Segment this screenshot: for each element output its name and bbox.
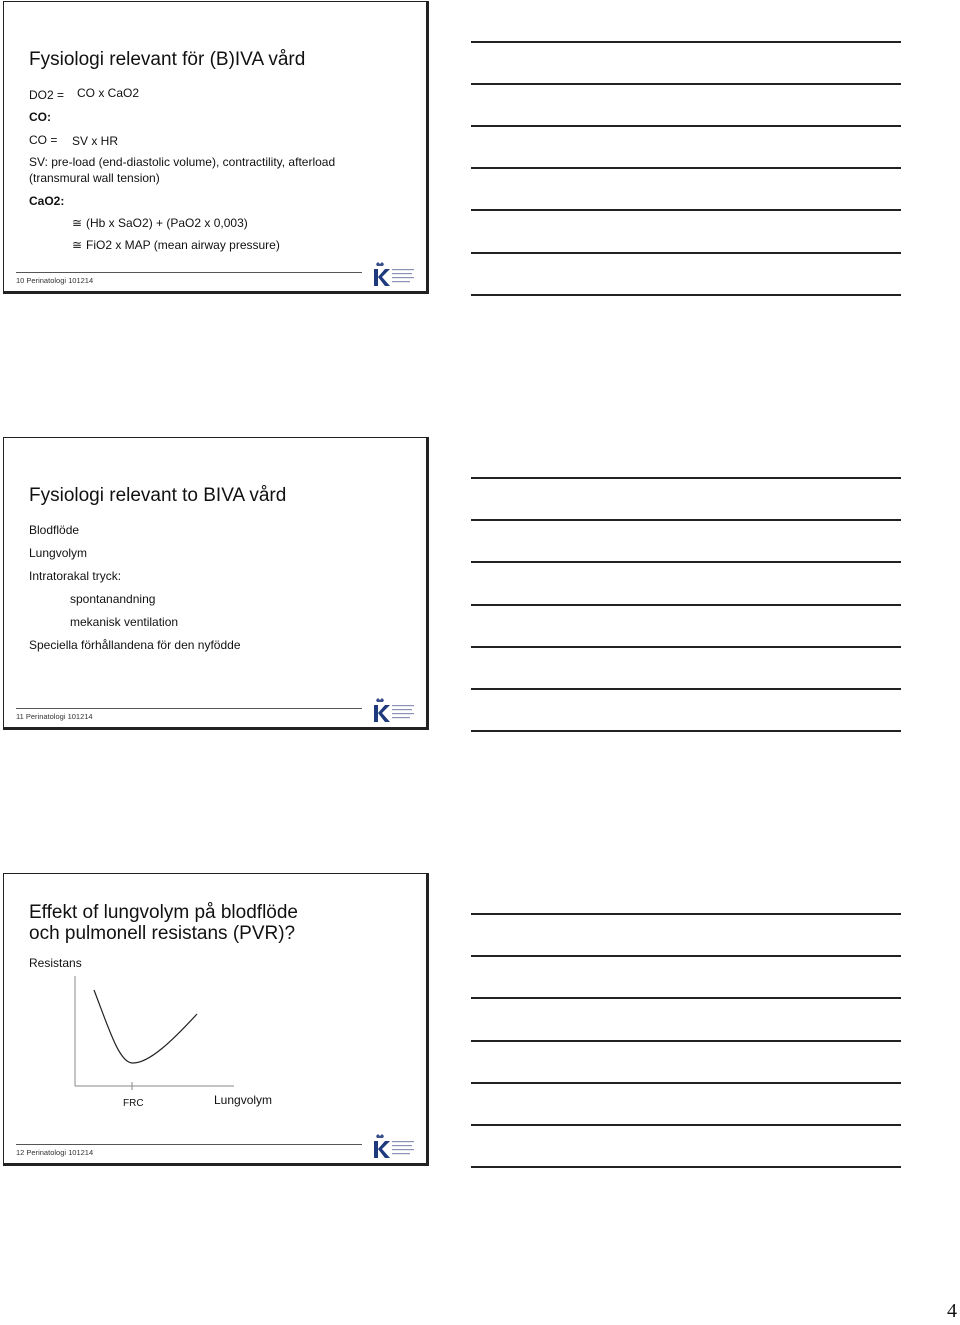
do2-value: CO x CaO2 — [77, 86, 140, 100]
ki-logo-icon — [372, 1132, 418, 1162]
slide-title-line-1: Effekt of lungvolym på blodflöde — [29, 902, 298, 923]
note-line — [471, 519, 901, 521]
footer-divider — [16, 272, 362, 273]
item-speciella: Speciella förhållandena för den nyfödde — [29, 638, 241, 652]
cao2-line-2 — [72, 238, 280, 252]
note-line — [471, 604, 901, 606]
slide-footer: 10 Perinatologi 101214 — [16, 276, 94, 285]
slide-10 — [3, 1, 429, 294]
item-spontanandning: spontanandning — [70, 592, 156, 606]
cao2-line-1 — [72, 216, 248, 230]
ki-logo-icon — [372, 260, 418, 290]
co-value: SV x HR — [72, 134, 119, 148]
note-line — [471, 646, 901, 648]
ki-logo-icon — [372, 696, 418, 726]
note-line — [471, 477, 901, 479]
approx-icon: ≅ — [72, 238, 83, 252]
slide-footer: 11 Perinatologi 101214 — [16, 712, 93, 721]
sv-line-2: (transmural wall tension) — [29, 171, 160, 185]
note-line — [471, 997, 901, 999]
item-lungvolym: Lungvolym — [29, 546, 88, 560]
slide-12 — [3, 873, 429, 1166]
note-line — [471, 730, 901, 732]
note-line — [471, 1124, 901, 1126]
note-line — [471, 167, 901, 169]
x-axis-label: Lungvolym — [214, 1093, 273, 1107]
page-number: 4 — [947, 1300, 957, 1322]
x-tick-frc: FRC — [123, 1098, 144, 1109]
slide-11 — [3, 437, 429, 730]
footer-divider — [16, 708, 362, 709]
footer-divider — [16, 1144, 362, 1145]
co-heading: CO: — [29, 110, 51, 124]
note-line — [471, 955, 901, 957]
y-axis-label: Resistans — [29, 956, 82, 970]
note-line — [471, 83, 901, 85]
note-line — [471, 252, 901, 254]
note-line — [471, 1166, 901, 1168]
slide-title: Fysiologi relevant to BIVA vård — [29, 485, 287, 506]
note-line — [471, 913, 901, 915]
note-line — [471, 688, 901, 690]
slide-footer: 12 Perinatologi 101214 — [16, 1148, 94, 1157]
item-intratorakal: Intratorakal tryck: — [29, 569, 122, 583]
note-line — [471, 561, 901, 563]
cao2-formula-1: (Hb x SaO2) + (PaO2 x 0,003) — [86, 216, 248, 230]
note-line — [471, 1040, 901, 1042]
cao2-formula-2: FiO2 x MAP (mean airway pressure) — [86, 238, 280, 252]
item-mekanisk: mekanisk ventilation — [70, 615, 179, 629]
item-blodflode: Blodflöde — [29, 523, 80, 537]
co-label: CO = — [29, 133, 58, 147]
approx-icon: ≅ — [72, 216, 83, 230]
note-line — [471, 209, 901, 211]
do2-label: DO2 = — [29, 88, 65, 102]
note-line — [471, 41, 901, 43]
slide-title: Fysiologi relevant för (B)IVA vård — [29, 49, 306, 70]
cao2-heading: CaO2: — [29, 194, 65, 208]
resistance-curve-diagram — [64, 974, 264, 1094]
slide-title-line-2: och pulmonell resistans (PVR)? — [29, 923, 296, 944]
note-line — [471, 125, 901, 127]
note-line — [471, 1082, 901, 1084]
resistance-curve — [94, 990, 197, 1063]
note-line — [471, 294, 901, 296]
sv-line-1: SV: pre-load (end-diastolic volume), contractility, afterload — [29, 155, 336, 169]
